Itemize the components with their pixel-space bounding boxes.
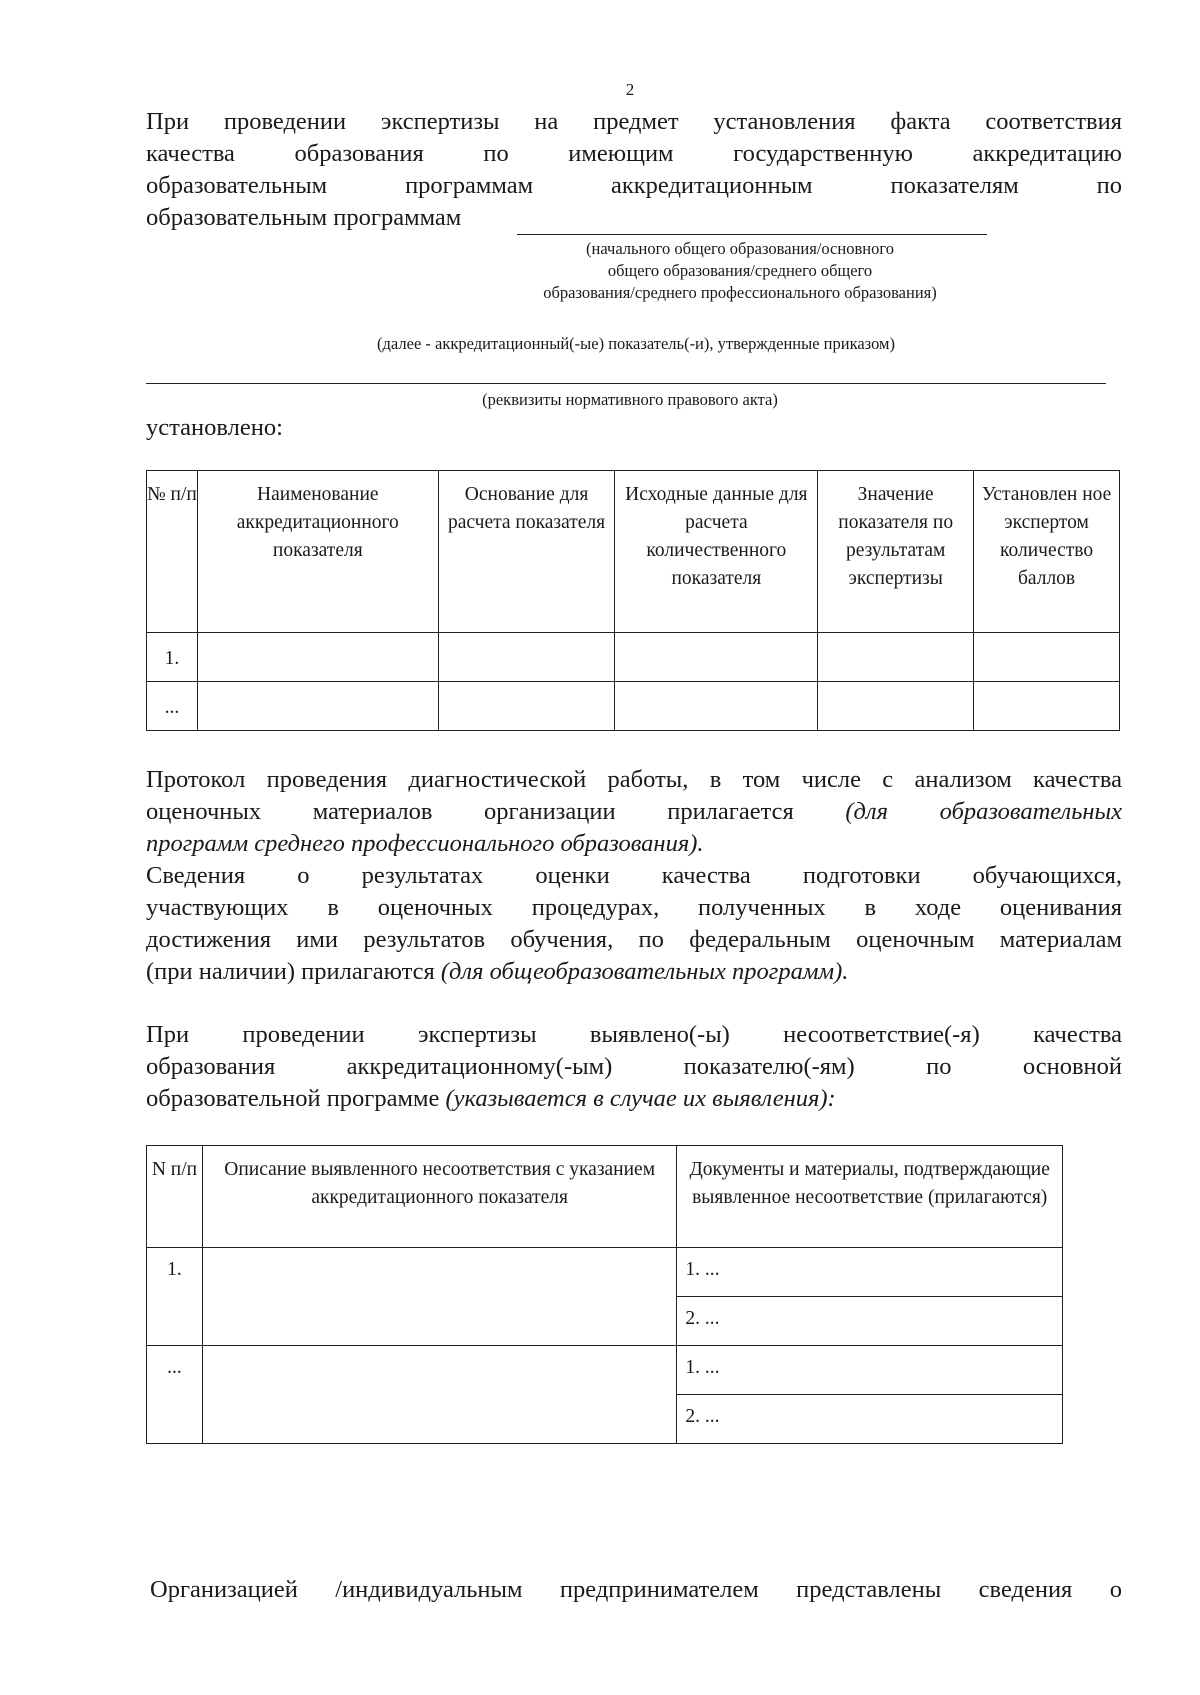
header-source-data: Исходные данные для расчета количественного показателя xyxy=(615,471,818,633)
cell-calculation-basis xyxy=(438,682,615,731)
header-number: N п/п xyxy=(147,1146,203,1248)
intro-line-4: образовательным программам xyxy=(146,204,462,231)
legal-act-blank xyxy=(146,383,1106,384)
further-caption: (далее - аккредитационный(-ые) показатель(-и), утвержденные приказом) xyxy=(377,334,895,353)
established-label: установлено: xyxy=(146,414,283,441)
nonconformity-paragraph xyxy=(146,1019,1122,1115)
cell-description xyxy=(202,1346,676,1444)
cell-indicator-name xyxy=(197,682,438,731)
table-row xyxy=(147,682,1120,731)
indicators-table xyxy=(146,470,1120,731)
legal-act-caption: (реквизиты нормативного правового акта) xyxy=(482,390,778,409)
protocol-italic-note: (для образовательных xyxy=(845,798,1122,825)
protocol-line-2: оценочных материалов организации прилагается (для образовательных xyxy=(146,798,1122,825)
cell-score xyxy=(974,633,1120,682)
cell-document: 2. ... xyxy=(677,1297,1063,1346)
protocol-line-1: Протокол проведения диагностической работы, в том числе с анализом качества xyxy=(146,766,1122,793)
header-indicator-name: Наименование аккредитационного показателя xyxy=(197,471,438,633)
header-indicator-value: Значение показателя по результатам экспертизы xyxy=(818,471,974,633)
row-number: 1. xyxy=(147,633,198,682)
results-line-1: Сведения о результатах оценки качества подготовки обучающихся, xyxy=(146,862,1122,889)
closing-paragraph xyxy=(150,1574,1122,1606)
cell-indicator-name xyxy=(197,633,438,682)
levels-caption-line-3: образования/среднего профессионального образования) xyxy=(543,283,937,302)
nonconformity-line-1: При проведении экспертизы выявлено(-ы) несоответствие(-я) качества xyxy=(146,1021,1122,1048)
cell-indicator-value xyxy=(818,633,974,682)
cell-source-data xyxy=(615,682,818,731)
program-levels-caption xyxy=(470,238,1010,304)
nonconformity-line-3: образовательной программе (указывается в случае их выявления): xyxy=(146,1085,836,1112)
cell-description xyxy=(202,1248,676,1346)
row-number: ... xyxy=(147,682,198,731)
header-score: Установлен ное экспертом количество баллов xyxy=(974,471,1120,633)
intro-line-3: образовательным программам аккредитационным показателям по xyxy=(146,172,1122,199)
cell-score xyxy=(974,682,1120,731)
nonconformity-header-row xyxy=(147,1146,1063,1248)
header-number: № п/п xyxy=(147,471,198,633)
row-number: ... xyxy=(147,1346,203,1444)
table-row xyxy=(147,633,1120,682)
levels-caption-line-2: общего образования/среднего общего xyxy=(607,261,873,280)
cell-document: 2. ... xyxy=(677,1395,1063,1444)
protocol-line-3: программ среднего профессионального образования). xyxy=(146,830,704,857)
row-number: 1. xyxy=(147,1248,203,1346)
intro-line-1: При проведении экспертизы на предмет установления факта соответствия xyxy=(146,108,1122,135)
table-row xyxy=(147,1346,1063,1395)
header-calculation-basis: Основание для расчета показателя xyxy=(438,471,615,633)
cell-calculation-basis xyxy=(438,633,615,682)
header-description: Описание выявленного несоответствия с указанием аккредитационного показателя xyxy=(202,1146,676,1248)
nonconformity-table xyxy=(146,1145,1063,1444)
cell-source-data xyxy=(615,633,818,682)
results-line-3: достижения ими результатов обучения, по федеральным оценочным материалам xyxy=(146,926,1122,953)
results-line-2: участвующих в оценочных процедурах, полученных в ходе оценивания xyxy=(146,894,1122,921)
page-number: 2 xyxy=(625,80,635,99)
nonconformity-italic-note: (указывается в случае их выявления): xyxy=(445,1085,836,1112)
intro-paragraph xyxy=(146,106,1122,234)
closing-line: Организацией /индивидуальным предпринимателем представлены сведения о xyxy=(150,1576,1122,1603)
results-line-4: (при наличии) прилагаются (для общеобразовательных программ). xyxy=(146,958,849,985)
program-level-blank xyxy=(517,234,987,235)
cell-document: 1. ... xyxy=(677,1248,1063,1297)
nonconformity-line-2: образования аккредитационному(-ым) показателю(-ям) по основной xyxy=(146,1053,1122,1080)
table-row xyxy=(147,1248,1063,1297)
cell-indicator-value xyxy=(818,682,974,731)
cell-document: 1. ... xyxy=(677,1346,1063,1395)
levels-caption-line-1: (начального общего образования/основного xyxy=(586,239,894,258)
indicators-header-row xyxy=(147,471,1120,633)
header-documents: Документы и материалы, подтверждающие выявленное несоответствие (прилагаются) xyxy=(677,1146,1063,1248)
intro-line-2: качества образования по имеющим государственную аккредитацию xyxy=(146,140,1122,167)
protocol-paragraph xyxy=(146,764,1122,988)
results-italic-note: (для общеобразовательных программ). xyxy=(440,958,849,985)
